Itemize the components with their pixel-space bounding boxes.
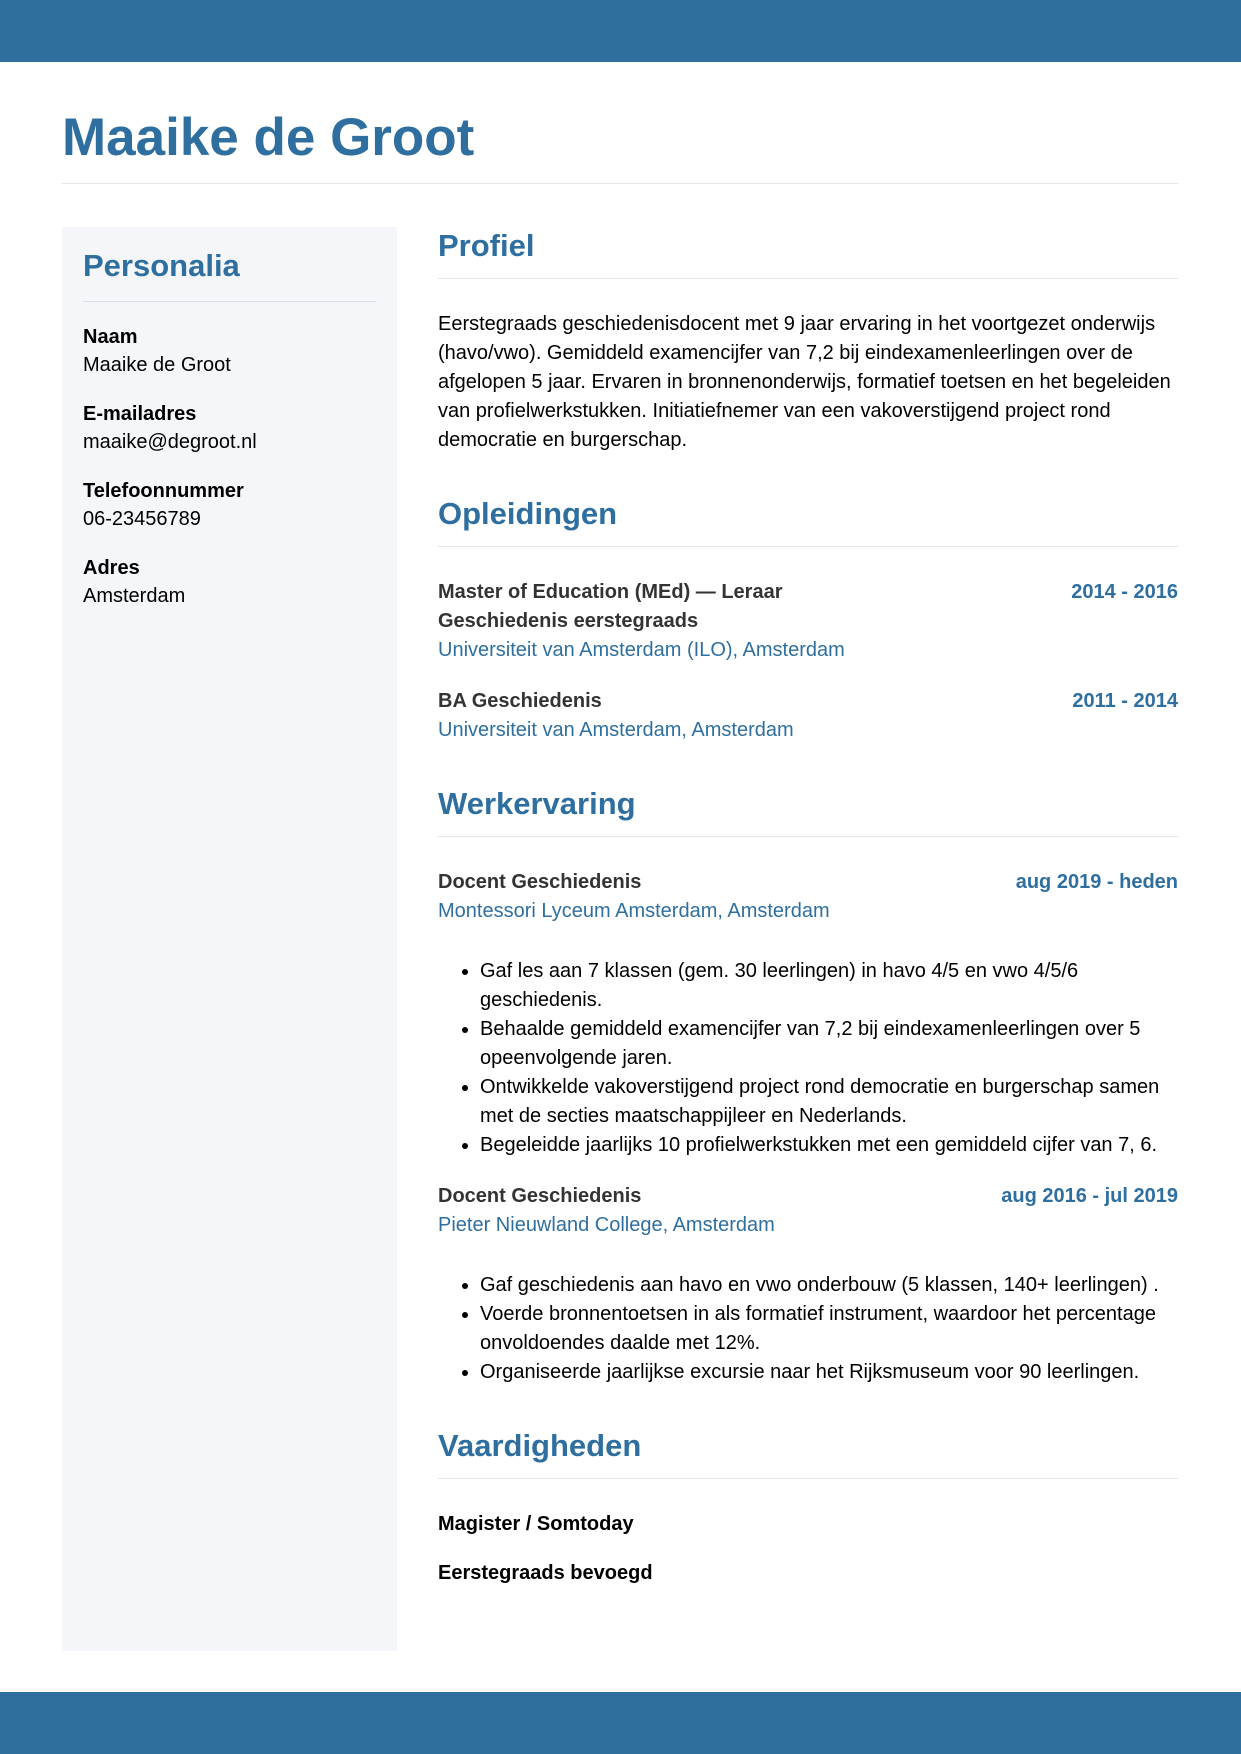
personal-value: Amsterdam <box>83 585 186 607</box>
list-item: • Gaf geschiedenis aan havo en vwo onderbouw (5 klassen, 140+ leerlingen) . <box>480 1271 1178 1300</box>
personal-item-email <box>83 400 376 456</box>
section-title-profile: Profiel <box>438 228 535 263</box>
personal-value: maaike@degroot.nl <box>83 431 257 453</box>
section-divider <box>438 836 1178 837</box>
job-achievements <box>438 957 1178 1160</box>
personal-label: Adres <box>83 557 140 579</box>
job-dates: aug 2016 - jul 2019 <box>1001 1185 1178 1207</box>
main-content <box>438 222 1178 1588</box>
job-dates: aug 2019 - heden <box>1015 871 1178 893</box>
education-dates: 2011 - 2014 <box>1072 690 1178 712</box>
candidate-name: Maaike de Groot <box>62 108 475 167</box>
section-divider <box>438 1478 1178 1479</box>
skill-item: Magister / Somtoday <box>438 1513 634 1535</box>
education-dates: 2014 - 2016 <box>1071 581 1178 603</box>
personal-item-name <box>83 323 376 379</box>
header-divider <box>62 183 1178 184</box>
personal-label: E-mailadres <box>83 403 197 425</box>
bottom-accent-bar <box>0 1692 1241 1754</box>
personal-item-phone <box>83 477 376 533</box>
job-employer: Montessori Lyceum Amsterdam, Amsterdam <box>438 900 830 922</box>
education-institution: Universiteit van Amsterdam, Amsterdam <box>438 719 794 741</box>
list-item: • Ontwikkelde vakoverstijgend project rond democratie en burgerschap samen met de secties maatschappijleer en Nederlands. <box>480 1073 1178 1131</box>
profile-section <box>438 222 1178 455</box>
list-item: • Organiseerde jaarlijkse excursie naar het Rijksmuseum voor 90 leerlingen. <box>480 1358 1178 1387</box>
education-section <box>438 490 1178 745</box>
experience-entry <box>438 868 1178 1160</box>
top-accent-bar <box>0 0 1241 62</box>
education-entry <box>438 687 1178 745</box>
list-item: • Behaalde gemiddeld examencijfer van 7,2 bij eindexamenleerlingen over 5 opeenvolgende jaren. <box>480 1015 1178 1073</box>
job-role: Docent Geschiedenis <box>438 871 642 893</box>
education-entry <box>438 578 1178 665</box>
education-institution: Universiteit van Amsterdam (ILO), Amsterdam <box>438 639 845 661</box>
list-item: • Voerde bronnentoetsen in als formatief instrument, waardoor het percentage onvoldoendes daalde met 12%. <box>480 1300 1178 1358</box>
personal-item-address <box>83 554 376 610</box>
personal-value: Maaike de Groot <box>83 354 231 376</box>
list-item: • Begeleidde jaarlijks 10 profielwerkstukken met een gemiddeld cijfer van 7, 6. <box>480 1131 1178 1160</box>
experience-entry <box>438 1182 1178 1387</box>
job-employer: Pieter Nieuwland College, Amsterdam <box>438 1214 775 1236</box>
personal-label: Telefoonnummer <box>83 480 244 502</box>
profile-text: Eerstegraads geschiedenisdocent met 9 jaar ervaring in het voortgezet onderwijs (havo/vwo). Gemiddeld examencijfer van 7,2 bij eindexamenleerlingen over de afgelopen 5 jaar. Ervaren in bronnenonderwijs, formatief toetsen en het begeleiden van profielwerkstukken. Initiatiefnemer van een vakoverstijgend project rond democratie en burgerschap. <box>438 313 1171 451</box>
skills-section <box>438 1422 1178 1588</box>
sidebar-divider <box>83 301 376 302</box>
job-achievements <box>438 1271 1178 1387</box>
list-item: • Gaf les aan 7 klassen (gem. 30 leerlingen) in havo 4/5 en vwo 4/5/6 geschiedenis. <box>480 957 1178 1015</box>
section-title-experience: Werkervaring <box>438 786 636 821</box>
personal-value: 06-23456789 <box>83 508 201 530</box>
job-role: Docent Geschiedenis <box>438 1185 642 1207</box>
education-degree: BA Geschiedenis <box>438 690 602 712</box>
sidebar-title: Personalia <box>83 248 240 283</box>
personal-details-sidebar <box>62 227 397 1651</box>
section-divider <box>438 278 1178 279</box>
experience-section <box>438 780 1178 1387</box>
section-divider <box>438 546 1178 547</box>
section-title-skills: Vaardigheden <box>438 1428 642 1463</box>
skills-list <box>438 1510 1178 1588</box>
section-title-education: Opleidingen <box>438 496 618 531</box>
education-degree: Master of Education (MEd) — Leraar Geschiedenis eerstegraads <box>438 581 783 632</box>
personal-label: Naam <box>83 326 138 348</box>
skill-item: Eerstegraads bevoegd <box>438 1562 653 1584</box>
